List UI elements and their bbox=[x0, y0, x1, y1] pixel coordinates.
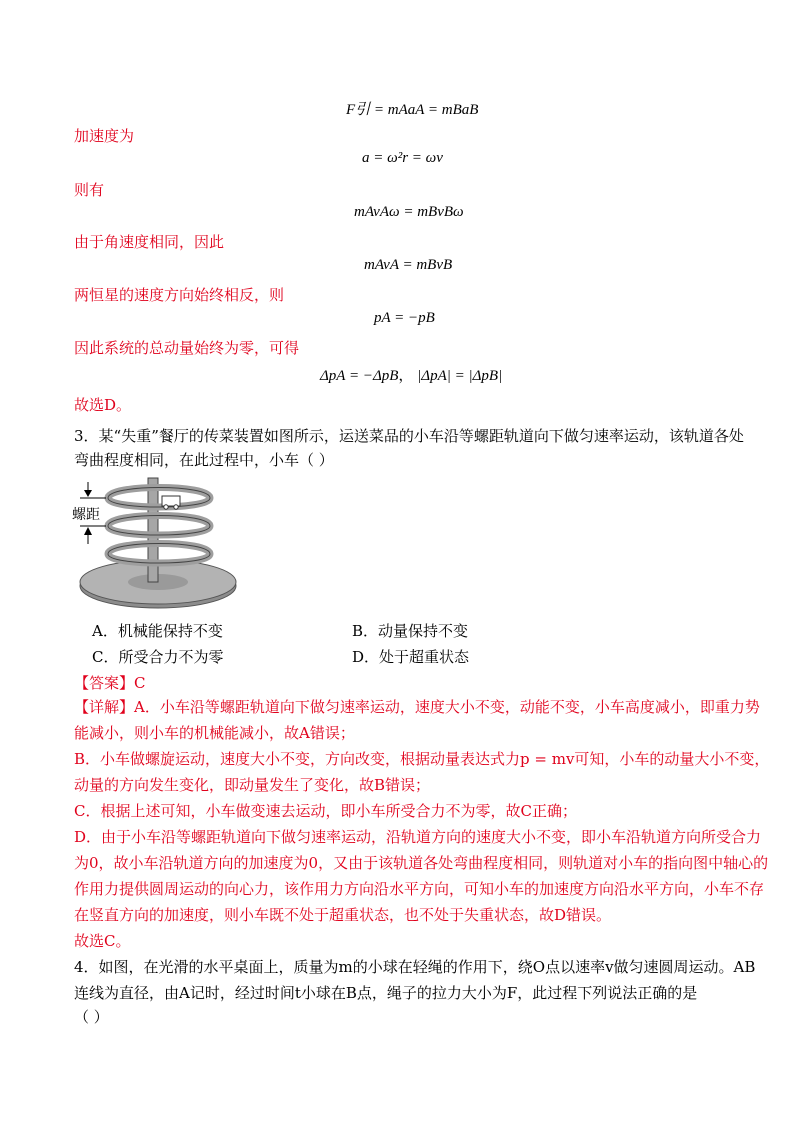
equation-mv: mAvA = mBvB bbox=[364, 257, 453, 273]
label-acceleration: 加速度为 bbox=[74, 127, 135, 145]
q4-stem-line2: 连线为直径，由A记时，经过时间t小球在B点，绳子的拉力大小为F，此过程下列说法正确的是 bbox=[74, 984, 698, 1002]
equation-p: pA = −pB bbox=[374, 310, 435, 326]
detail-d-line1: D．由于小车沿等螺距轨道向下做匀速率运动，沿轨道方向的速度大小不变，即小车沿轨道方向所受合力 bbox=[74, 828, 762, 846]
q3-stem-line2: 弯曲程度相同，在此过程中，小车（ ） bbox=[74, 451, 334, 469]
pitch-label: 螺距 bbox=[72, 504, 100, 524]
answer-tag: 【答案】C bbox=[74, 674, 146, 692]
detail-a-line2: 能减小，则小车的机械能减小，故A错误； bbox=[74, 724, 355, 742]
equation-delta-p-b: |ΔpA| = |ΔpB| bbox=[417, 368, 503, 384]
equation-force bbox=[346, 98, 478, 119]
label-then: 则有 bbox=[74, 181, 105, 199]
detail-b-line1: B．小车做螺旋运动，速度大小不变，方向改变，根据动量表达式力p = mv可知，小车的动量大小不变， bbox=[74, 750, 770, 768]
spiral-track-figure bbox=[70, 474, 240, 614]
option-a: A．机械能保持不变 bbox=[92, 622, 223, 640]
detail-c: C．根据上述可知，小车做变速去运动，即小车所受合力不为零，故C正确； bbox=[74, 802, 577, 820]
label-opposite: 两恒星的速度方向始终相反，则 bbox=[74, 286, 285, 304]
option-d: D．处于超重状态 bbox=[352, 648, 470, 666]
equation-text: F引 = mAaA = mBaB bbox=[346, 102, 479, 118]
spiral-track-drawing bbox=[70, 474, 240, 614]
option-b: B．动量保持不变 bbox=[352, 622, 469, 640]
detail-d-line3: 作用力提供圆周运动的向心力，该作用力方向沿水平方向，可知小车的加速度方向沿水平方向，小车不存 bbox=[74, 880, 765, 898]
detail-tag: 【详解】 bbox=[74, 698, 135, 716]
equation-delta-p-a: ΔpA = −ΔpB bbox=[320, 368, 399, 384]
detail-b-line2: 动量的方向发生变化，即动量发生了变化，故B错误； bbox=[74, 776, 431, 794]
q3-stem-line1: 3．某“失重”餐厅的传菜装置如图所示，运送菜品的小车沿等螺距轨道向下做匀速率运动，该轨道各处 bbox=[74, 427, 744, 445]
previous-answer: 故选D。 bbox=[74, 396, 132, 414]
q4-stem-line3: （ ） bbox=[74, 1008, 109, 1026]
detail-d-line4: 在竖直方向的加速度，则小车既不处于超重状态，也不处于失重状态，故D错误。 bbox=[74, 906, 612, 924]
comma: ， bbox=[398, 368, 414, 384]
label-same-omega: 由于角速度相同，因此 bbox=[74, 233, 225, 251]
equation-acceleration: a = ω²r = ωv bbox=[362, 150, 443, 166]
label-total-zero: 因此系统的总动量始终为零，可得 bbox=[74, 339, 300, 357]
q3-conclusion: 故选C。 bbox=[74, 932, 131, 950]
detail-a-line1 bbox=[74, 697, 760, 717]
equation-delta-p bbox=[320, 364, 502, 385]
detail-a-text: A．小车沿等螺距轨道向下做匀速率运动，速度大小不变，动能不变，小车高度减小，即重力势 bbox=[134, 698, 760, 716]
q4-stem-line1: 4．如图，在光滑的水平桌面上，质量为m的小球在轻绳的作用下，绕O点以速率v做匀速圆周运动。AB bbox=[74, 958, 756, 976]
equation-momentum-omega: mAvAω = mBvBω bbox=[354, 204, 464, 220]
detail-d-line2: 为0，故小车沿轨道方向的加速度为0，又由于该轨道各处弯曲程度相同，则轨道对小车的指向图中轴心的 bbox=[74, 854, 769, 872]
option-c: C．所受合力不为零 bbox=[92, 648, 224, 666]
